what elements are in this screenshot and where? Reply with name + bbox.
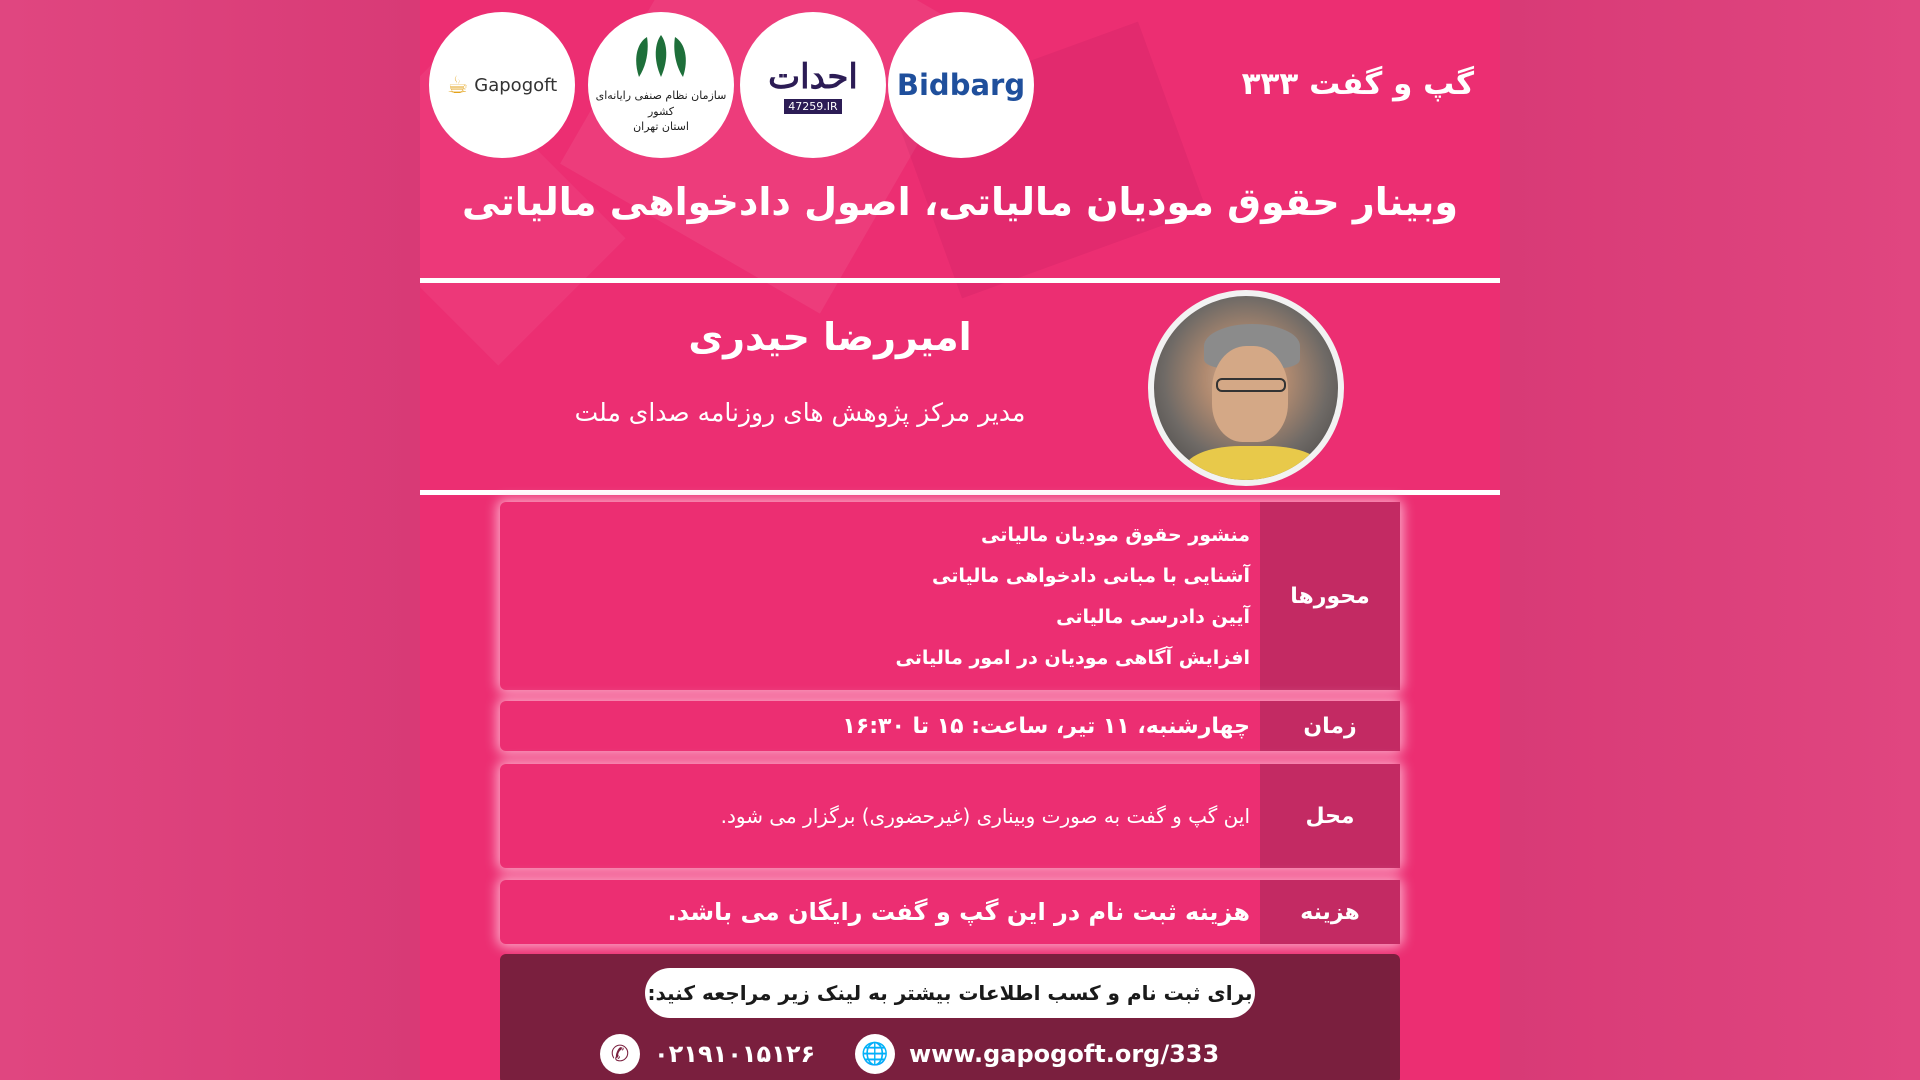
time-label: زمان xyxy=(1260,701,1400,751)
org-logo-sub: استان تهران xyxy=(633,120,689,134)
cup-icon: ☕ xyxy=(446,71,469,99)
speaker-name: امیررضا حیدری xyxy=(688,315,972,359)
ahdat-logo-site: 47259.IR xyxy=(784,99,841,114)
background-left xyxy=(0,0,420,1080)
topic-item: آشنایی با مبانی دادخواهی مالیاتی xyxy=(932,564,1250,587)
org-leaf-icon xyxy=(629,35,693,79)
divider xyxy=(420,278,1500,283)
topics-label: محورها xyxy=(1260,502,1400,690)
webinar-poster xyxy=(420,0,1500,1080)
webinar-title: وبینار حقوق مودیان مالیاتی، اصول دادخواهی مالیاتی xyxy=(462,180,1458,224)
ahdat-logo xyxy=(740,12,886,158)
org-logo-mark xyxy=(629,35,693,88)
phone-number[interactable]: ۰۲۱۹۱۰۱۵۱۲۶ xyxy=(654,1040,816,1068)
background-right xyxy=(1500,0,1920,1080)
speaker-photo xyxy=(1148,290,1344,486)
org-logo-name: سازمان نظام صنفی رایانه‌ای کشور xyxy=(595,89,727,118)
gapogoft-logo-text xyxy=(447,71,557,99)
time-value: چهارشنبه، ۱۱ تیر، ساعت: ۱۵ تا ۱۶:۳۰ xyxy=(842,713,1250,739)
registration-box xyxy=(500,954,1400,1080)
event-number: گپ و گفت ۳۳۳ xyxy=(1241,66,1474,102)
website-link[interactable] xyxy=(855,1034,1219,1074)
topic-item: منشور حقوق مودیان مالیاتی xyxy=(980,523,1250,546)
registration-note: برای ثبت نام و کسب اطلاعات بیشتر به لینک زیر مراجعه کنید: xyxy=(645,968,1255,1018)
place-label: محل xyxy=(1260,764,1400,868)
fee-value: هزینه ثبت نام در این گپ و گفت رایگان می باشد. xyxy=(667,898,1250,926)
speaker-role: مدیر مرکز پژوهش های روزنامه صدای ملت xyxy=(574,398,1026,427)
topics-list xyxy=(500,502,1260,690)
bidbarg-logo-text: Bidbarg xyxy=(896,68,1026,102)
topics-row xyxy=(500,502,1400,690)
phone-icon: ✆ xyxy=(600,1034,640,1074)
bidbarg-logo xyxy=(888,12,1034,158)
divider xyxy=(420,490,1500,495)
phone-contact[interactable] xyxy=(600,1034,815,1074)
gapogoft-logo xyxy=(429,12,575,158)
fee-label: هزینه xyxy=(1260,880,1400,944)
fee-row xyxy=(500,880,1400,944)
topic-item: افزایش آگاهی مودیان در امور مالیاتی xyxy=(895,646,1250,669)
globe-icon: 🌐 xyxy=(855,1034,895,1074)
time-row xyxy=(500,701,1400,751)
ahdat-logo-mark: احدات xyxy=(768,56,858,97)
website-url[interactable]: www.gapogoft.org/333 xyxy=(909,1040,1220,1068)
gapogoft-logo-label: Gapogoft xyxy=(474,74,558,96)
org-logo xyxy=(588,12,734,158)
place-value: این گپ و گفت به صورت وبیناری (غیرحضوری) برگزار می شود. xyxy=(720,804,1250,828)
place-row xyxy=(500,764,1400,868)
topic-item: آیین دادرسی مالیاتی xyxy=(1056,605,1250,628)
